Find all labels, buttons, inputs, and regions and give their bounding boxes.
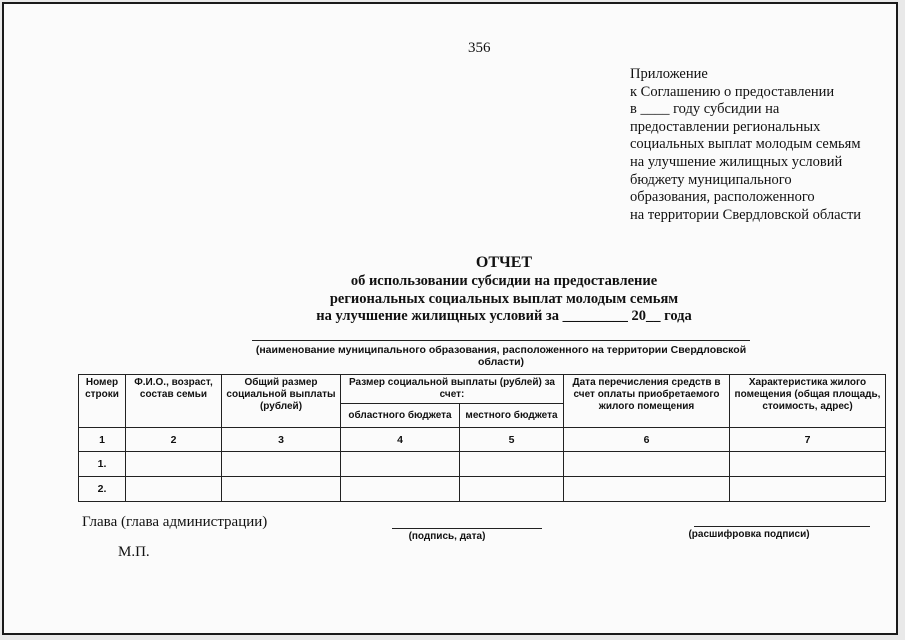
report-table	[78, 374, 886, 502]
signature-decode-line	[694, 526, 870, 527]
column-number: 5	[460, 428, 564, 452]
header-row-number: Номер строки	[79, 375, 126, 428]
appendix-line: Приложение	[630, 66, 708, 82]
table-cell	[564, 452, 730, 477]
header-local-budget: местного бюджета	[460, 404, 564, 428]
appendix-line: бюджету муниципального	[630, 171, 792, 188]
table-row	[79, 452, 886, 477]
appendix-note	[630, 66, 900, 224]
header-payment-sources: Размер социальной выплаты (рублей) за счет:	[341, 375, 564, 404]
page-number: 356	[468, 40, 491, 56]
table-row	[79, 477, 886, 502]
header-housing: Характеристика жилого помещения (общая площадь, стоимость, адрес)	[730, 375, 886, 428]
appendix-line: предоставлении региональных	[630, 118, 821, 135]
appendix-line: в ____ году субсидии на	[630, 101, 780, 118]
appendix-line: социальных выплат молодым семьям	[630, 136, 861, 153]
report-title-line: региональных социальных выплат молодым семьям	[329, 291, 679, 307]
signature-decode-caption: (расшифровка подписи)	[688, 529, 810, 540]
appendix-line: на территории Свердловской области	[630, 206, 862, 223]
table-cell	[341, 452, 460, 477]
column-number: 7	[730, 428, 886, 452]
appendix-line: образования, расположенного	[630, 189, 815, 206]
row-number: 2.	[79, 477, 126, 502]
header-total-payment: Общий размер социальной выплаты (рублей)	[222, 375, 341, 428]
table-cell	[222, 477, 341, 502]
municipality-blank-line	[252, 340, 750, 341]
table-cell	[126, 477, 222, 502]
column-number: 1	[79, 428, 126, 452]
appendix-line: к Соглашению о предоставлении	[630, 83, 835, 100]
table-cell	[460, 452, 564, 477]
head-signature-label: Глава (глава администрации)	[82, 514, 268, 530]
appendix-line: на улучшение жилищных условий	[630, 153, 843, 170]
column-number: 6	[564, 428, 730, 452]
table-cell	[222, 452, 341, 477]
header-regional-budget: областного бюджета	[341, 404, 460, 428]
signature-caption: (подпись, дата)	[408, 531, 486, 542]
table-cell	[460, 477, 564, 502]
table-cell	[126, 452, 222, 477]
table-cell	[564, 477, 730, 502]
column-number: 3	[222, 428, 341, 452]
row-number: 1.	[79, 452, 126, 477]
report-title-line: на улучшение жилищных условий за _________ 20__ года	[316, 308, 692, 324]
municipality-caption: (наименование муниципального образования, расположенного на территории Свердловской области)	[255, 344, 747, 368]
report-title-line: об использовании субсидии на предоставление	[350, 273, 658, 289]
document-page	[2, 2, 898, 635]
signature-line	[392, 528, 542, 529]
column-number: 4	[341, 428, 460, 452]
column-number: 2	[126, 428, 222, 452]
report-heading: ОТЧЕТ	[475, 254, 533, 271]
stamp-place-label: М.П.	[118, 544, 150, 560]
header-fio: Ф.И.О., возраст, состав семьи	[126, 375, 222, 428]
table-cell	[341, 477, 460, 502]
header-transfer-date: Дата перечисления средств в счет оплаты приобретаемого жилого помещения	[564, 375, 730, 428]
table-cell	[730, 477, 886, 502]
table-cell	[730, 452, 886, 477]
